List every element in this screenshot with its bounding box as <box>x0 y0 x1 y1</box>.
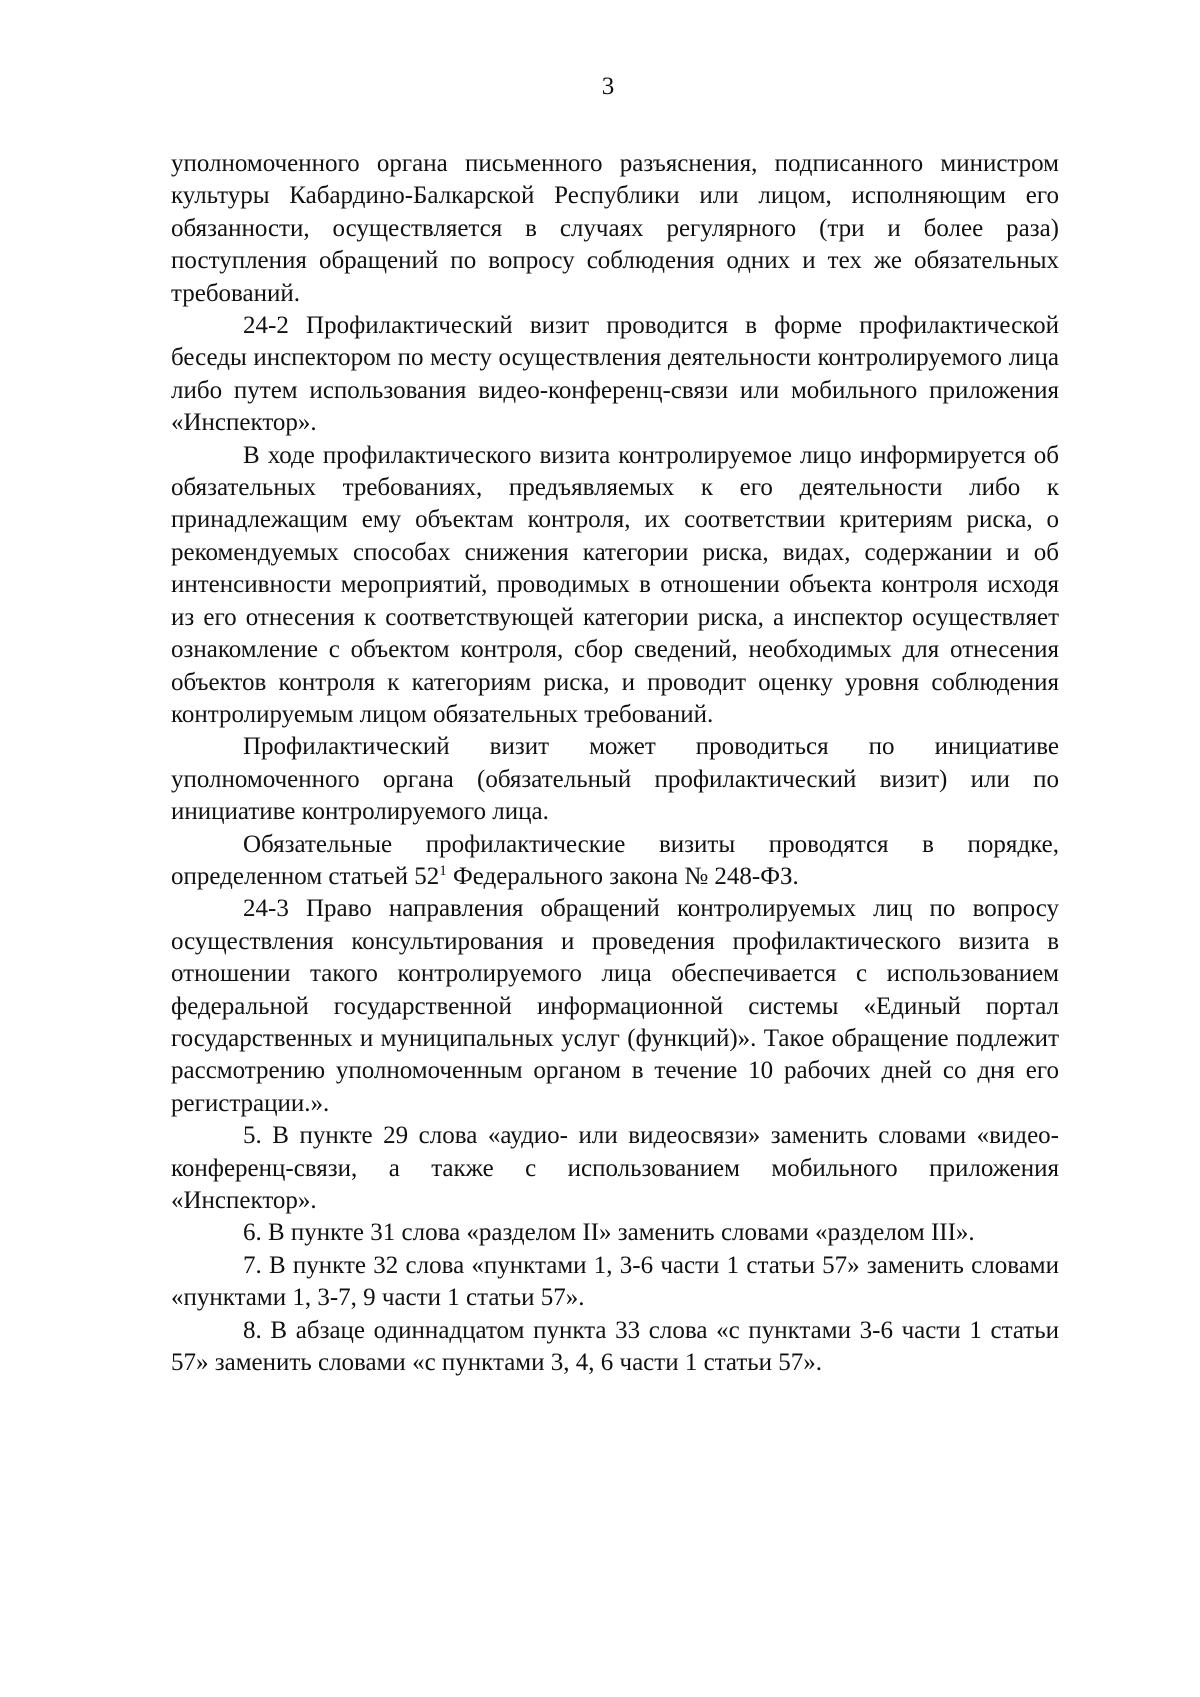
paragraph-mandatory-visits-tail: Федерального закона № 248-ФЗ. <box>446 862 799 890</box>
paragraph-item-5: 5. В пункте 29 слова «аудио- или видеосвязи» заменить словами «видео-конференц-связи, а также с использованием мобильного приложения «Инспектор». <box>171 1122 1059 1214</box>
paragraph-mandatory-visits <box>171 829 1059 894</box>
paragraph-visit-content: В ходе профилактического визита контролируемое лицо информируется об обязательных требованиях, предъявляемых к его деятельности либо к принадлежащим ему объектам контроля, их соответствии критериям риска, о рекомендуемых способах снижения категории риска, видах, содержании и об интенсивности мероприятий, проводимых в отношении объекта контроля исходя из его отнесения к соответствующей категории риска, а инспектор осуществляет ознакомление с объектом контроля, сбор сведений, необходимых для отнесения объектов контроля к категориям риска, и проводит оценку уровня соблюдения контролируемым лицом обязательных требований. <box>171 441 1059 728</box>
paragraph-visit-initiative: Профилактический визит может проводиться по инициативе уполномоченного органа (обязательный профилактический визит) или по инициативе контролируемого лица. <box>171 733 1059 826</box>
paragraph-item-6: 6. В пункте 31 слова «разделом II» заменить словами «разделом III». <box>243 1219 975 1247</box>
page-number: 3 <box>601 73 615 100</box>
paragraph-item-8: 8. В абзаце одиннадцатом пункта 33 слова «с пунктами 3-6 части 1 статьи 57» заменить словами «с пунктами 3, 4, 6 части 1 статьи 57». <box>171 1316 1059 1377</box>
paragraph-24-3: 24-3 Право направления обращений контролируемых лиц по вопросу осуществления консультирования и проведения профилактического визита в отношении такого контролируемого лица обеспечивается с использованием федеральной государственной информационной системы «Единый портал государственных и муниципальных услуг (функций)». Такое обращение подлежит рассмотрению уполномоченным органом в течение 10 рабочих дней со дня его регистрации.». <box>171 895 1059 1117</box>
paragraph-continuation: уполномоченного органа письменного разъяснения, подписанного министром культуры Кабардино-Балкарской Республики или лицом, исполняющим его обязанности, осуществляется в случаях регулярного (три и более раза) поступления обращений по вопросу соблюдения одних и тех же обязательных требований. <box>171 150 1059 307</box>
article-superscript: 1 <box>439 862 447 879</box>
paragraph-24-2: 24-2 Профилактический визит проводится в форме профилактической беседы инспектором по месту осуществления деятельности контролируемого лица либо путем использования видео-конференц-связи или мобильного приложения «Инспектор». <box>171 312 1059 437</box>
paragraph-item-7: 7. В пункте 32 слова «пунктами 1, 3-6 части 1 статьи 57» заменить словами «пунктами 1, 3-7, 9 части 1 статьи 57». <box>171 1251 1059 1312</box>
paragraph-mandatory-visits-text: Обязательные профилактические визиты проводятся в порядке, определенном статьей 52 <box>171 830 1059 890</box>
document-body <box>171 148 1059 1379</box>
